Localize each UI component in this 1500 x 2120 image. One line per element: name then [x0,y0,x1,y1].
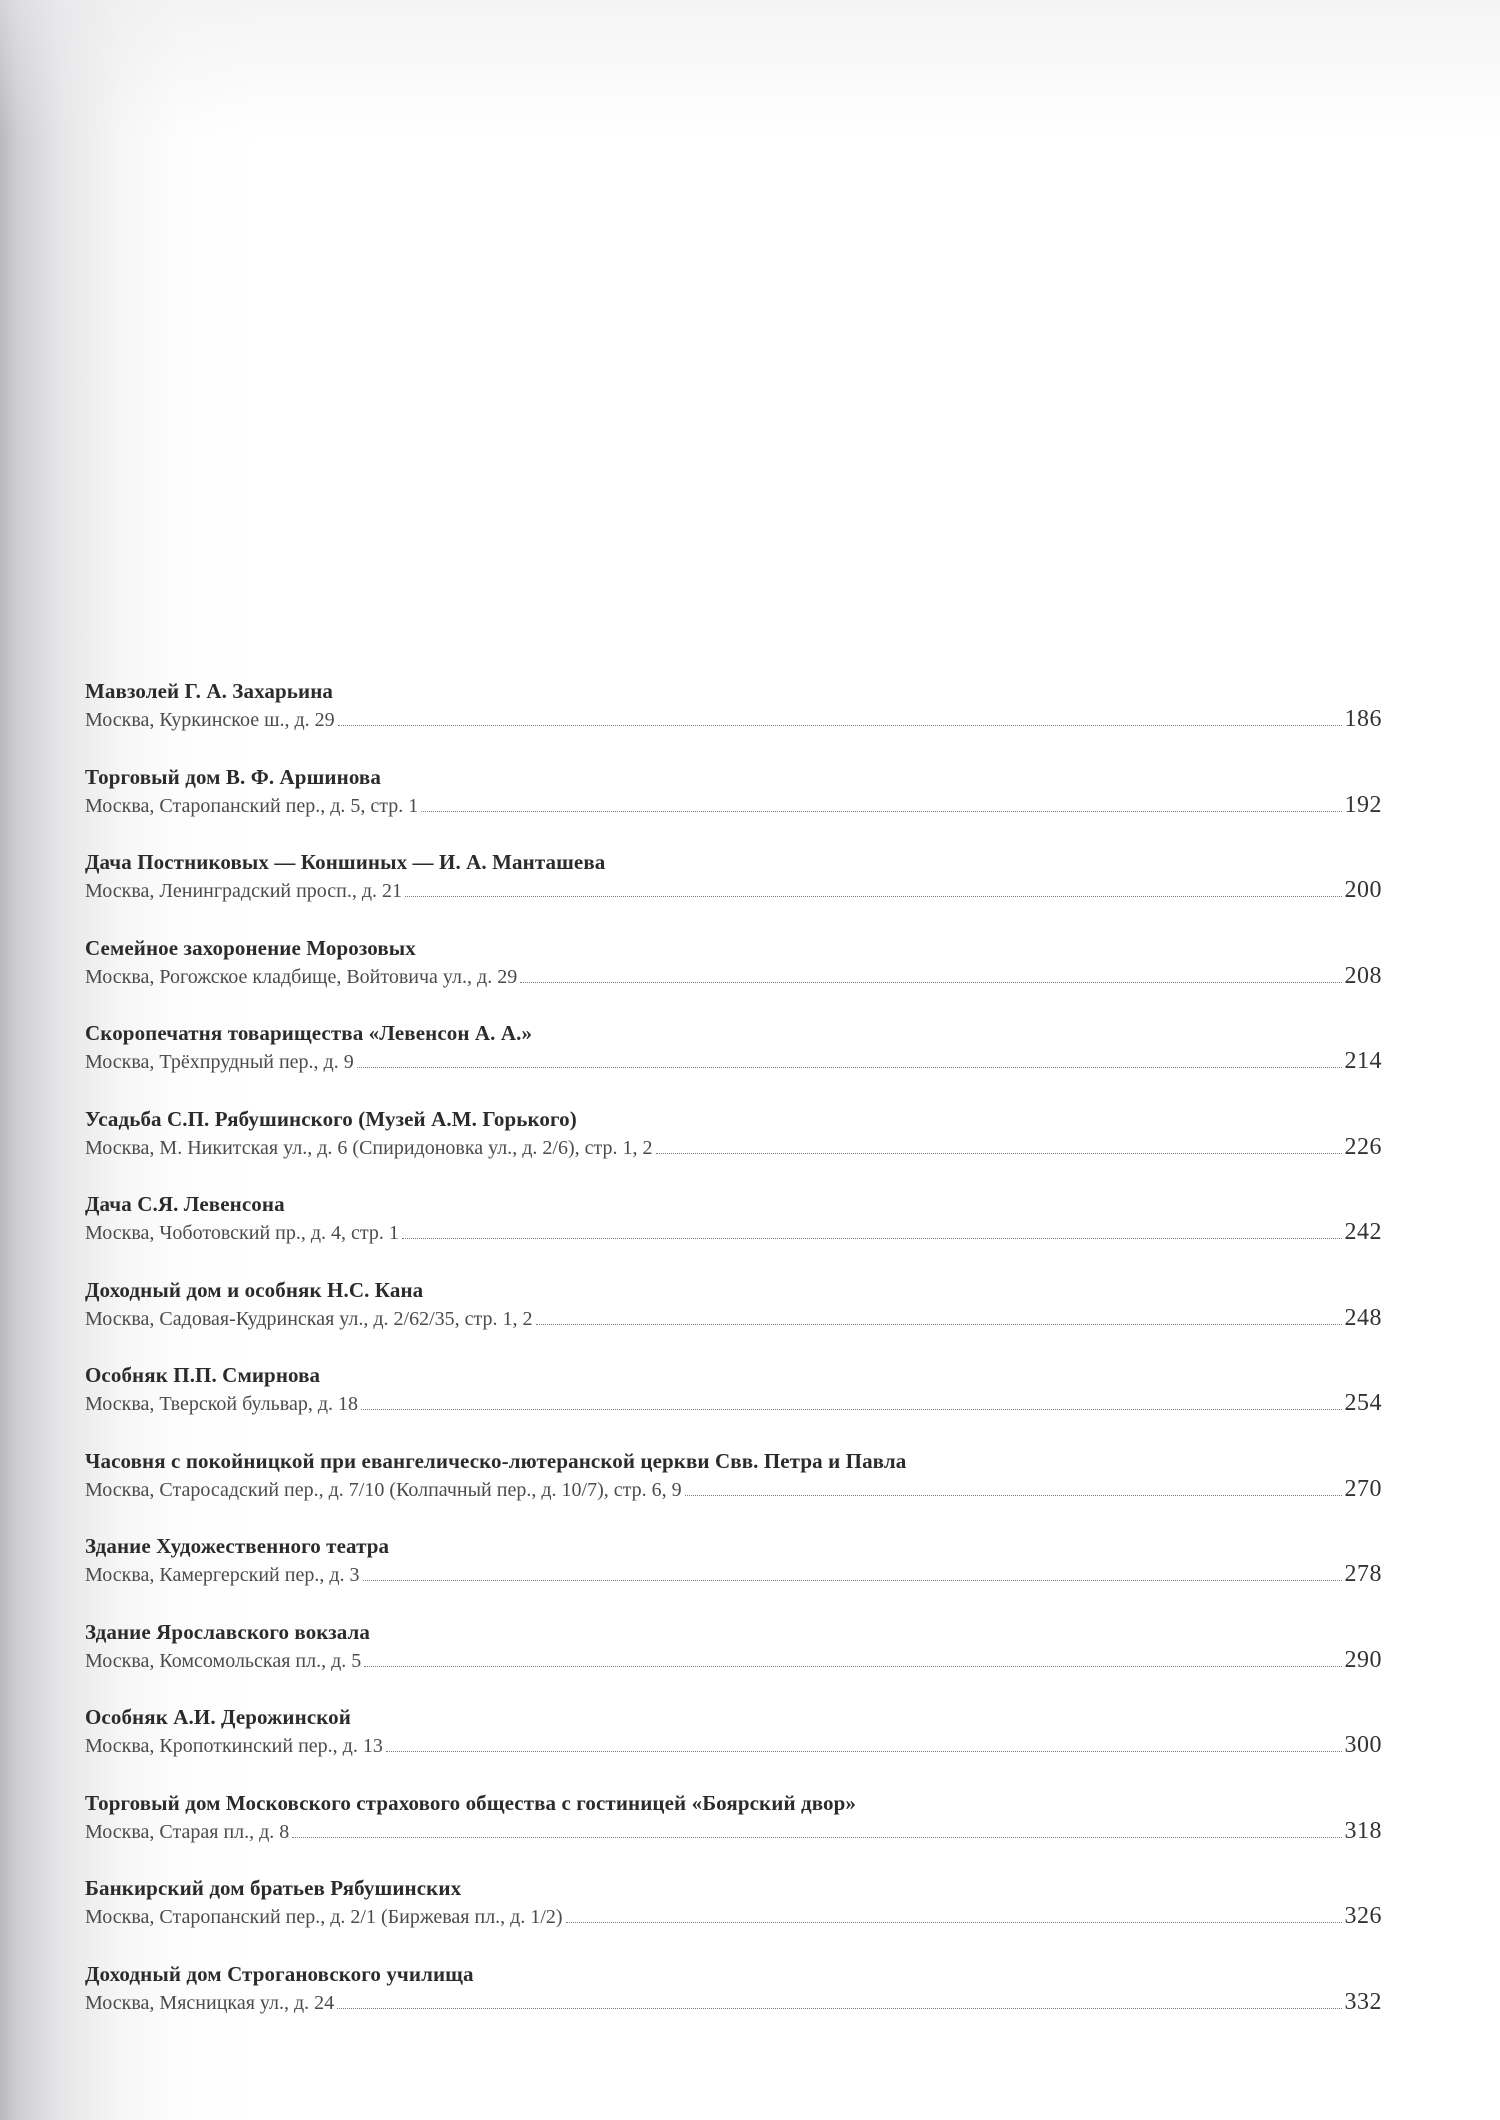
entry-address: Москва, Камергерский пер., д. 3 [85,1564,360,1586]
entry-line [85,1133,1382,1162]
entry-line [85,1475,1382,1504]
page-number: 326 [1344,1903,1382,1929]
entry-title: Дача С.Я. Левенсона [85,1192,285,1216]
dot-leader [338,724,1342,726]
entry-line [85,1389,1382,1418]
toc-entry[interactable] [85,1618,1382,1704]
entry-address: Москва, Кропоткинский пер., д. 13 [85,1735,383,1757]
entry-line [85,962,1382,991]
entry-title: Торговый дом Московского страхового общества с гостиницей «Боярский двор» [85,1790,856,1815]
dot-leader [405,895,1341,897]
page-number: 290 [1344,1646,1382,1673]
page-number: 242 [1344,1219,1382,1245]
entry-line [85,876,1382,905]
dot-leader [536,1323,1342,1325]
page-number: 270 [1344,1475,1382,1502]
entry-address: Москва, Старая пл., д. 8 [85,1820,290,1843]
entry-address: Москва, Старосадский пер., д. 7/10 (Колпачный пер., д. 10/7), стр. 6, 9 [85,1478,682,1501]
entry-title: Доходный дом и особняк Н.С. Кана [85,1277,424,1302]
dot-leader [386,1750,1342,1752]
toc-entry[interactable] [85,1105,1382,1191]
entry-address: Москва, Куркинское ш., д. 29 [85,709,335,731]
toc-entry[interactable] [85,1276,1382,1362]
page-number: 192 [1344,791,1382,818]
toc-entry[interactable] [85,1874,1382,1960]
dot-leader [357,1066,1342,1068]
entry-line [85,1646,1382,1675]
table-of-contents [85,677,1382,2045]
page-number: 226 [1344,1133,1382,1160]
entry-title: Здание Ярославского вокзала [85,1619,371,1644]
entry-title: Торговый дом В. Ф. Аршинова [85,764,381,789]
entry-title: Часовня с покойницкой при евангелическо-лютеранской церкви Свв. Петра и Павла [85,1448,907,1473]
entry-title: Доходный дом Строгановского училища [85,1961,474,1986]
dot-leader [364,1665,1341,1667]
toc-entry[interactable] [85,1789,1382,1875]
page-number: 186 [1344,706,1382,732]
page-number: 278 [1344,1561,1382,1587]
dot-leader [363,1579,1342,1581]
dot-leader [337,2007,1341,2009]
entry-address: Москва, Старопанский пер., д. 2/1 (Биржевая пл., д. 1/2) [85,1906,563,1928]
entry-address: Москва, Садовая-Кудринская ул., д. 2/62/35, стр. 1, 2 [85,1307,533,1330]
page-number: 200 [1344,877,1382,903]
toc-entry[interactable] [85,1447,1382,1533]
toc-entry[interactable] [85,763,1382,849]
page-number: 248 [1344,1304,1382,1331]
entry-line [85,791,1382,820]
entry-title: Дача Постниковых — Коншиных — И. А. Манташева [85,850,606,874]
entry-title: Здание Художественного театра [85,1534,390,1558]
page-number: 208 [1344,962,1382,989]
toc-entry[interactable] [85,1703,1382,1789]
entry-address: Москва, Комсомольская пл., д. 5 [85,1649,362,1672]
dot-leader [402,1237,1342,1239]
entry-line [85,1218,1382,1247]
dot-leader [361,1408,1341,1410]
dot-leader [292,1836,1341,1838]
entry-line [85,705,1382,734]
entry-address: Москва, Трёхпрудный пер., д. 9 [85,1051,354,1073]
entry-title: Банкирский дом братьев Рябушинских [85,1876,462,1900]
page-number: 254 [1344,1390,1382,1416]
toc-entry[interactable] [85,1960,1382,2046]
toc-entry[interactable] [85,848,1382,934]
entry-address: Москва, Чоботовский пр., д. 4, стр. 1 [85,1222,399,1244]
toc-entry[interactable] [85,1190,1382,1276]
entry-line [85,1902,1382,1931]
entry-title: Мавзолей Г. А. Захарьина [85,679,334,703]
page-number: 214 [1344,1048,1382,1074]
entry-title: Усадьба С.П. Рябушинского (Музей А.М. Горького) [85,1106,577,1131]
entry-address: Москва, Старопанский пер., д. 5, стр. 1 [85,794,419,817]
toc-entry[interactable] [85,934,1382,1020]
toc-entry[interactable] [85,1532,1382,1618]
toc-entry[interactable] [85,1361,1382,1447]
entry-line [85,1560,1382,1589]
entry-line [85,1988,1382,2017]
toc-entry[interactable] [85,677,1382,763]
entry-title: Особняк А.И. Дерожинской [85,1705,351,1729]
dot-leader [520,981,1341,983]
entry-line [85,1304,1382,1333]
entry-title: Скоропечатня товарищества «Левенсон А. А.» [85,1021,533,1045]
toc-entry[interactable] [85,1019,1382,1105]
page-number: 332 [1344,1988,1382,2015]
entry-address: Москва, М. Никитская ул., д. 6 (Спиридоновка ул., д. 2/6), стр. 1, 2 [85,1136,653,1159]
entry-address: Москва, Мясницкая ул., д. 24 [85,1991,335,2014]
dot-leader [566,1921,1342,1923]
dot-leader [421,810,1341,812]
page-number: 300 [1344,1732,1382,1758]
entry-line [85,1817,1382,1846]
entry-title: Семейное захоронение Морозовых [85,935,416,960]
entry-title: Особняк П.П. Смирнова [85,1363,321,1387]
entry-line [85,1047,1382,1076]
entry-address: Москва, Ленинградский просп., д. 21 [85,880,403,902]
dot-leader [685,1494,1342,1496]
page-number: 318 [1344,1817,1382,1844]
entry-address: Москва, Тверской бульвар, д. 18 [85,1393,359,1415]
dot-leader [656,1152,1342,1154]
entry-line [85,1731,1382,1760]
entry-address: Москва, Рогожское кладбище, Войтовича ул., д. 29 [85,965,518,988]
